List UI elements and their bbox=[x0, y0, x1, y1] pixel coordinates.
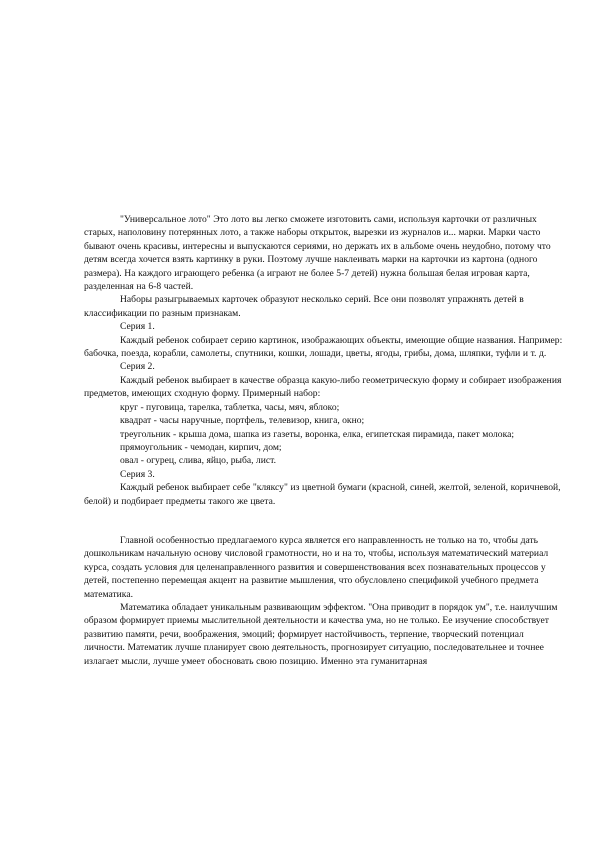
series-2-text: Каждый ребенок выбирает в качестве образца какую-либо геометрическую форму и собирает изображения предметов, имеющих сходную форму. Примерный набор: bbox=[84, 374, 562, 400]
section-gap bbox=[84, 508, 564, 534]
lotto-intro-paragraph: "Универсальное лото" Это лото вы легко сможете изготовить сами, используя карточки от различных старых, наполовину потерянных лото, а также наборы открыток, вырезки из журналов и... марки. Марки часто бывают очень красивы, интересны и выпускаются сериями, но держать их в альбоме очень неудобно, потому что детям всегда хочется взять картинку в руки. Поэтому лучше наклеивать марки на карточки из картона (одного размера). На каждого играющего ребенка (а играют не более 5-7 детей) нужна большая белая игровая карта, разделенная на 6-8 частей. bbox=[84, 214, 551, 293]
series-2-item-rectangle: прямоугольник - чемодан, кирпич, дом; bbox=[120, 441, 282, 453]
series-1-title: Серия 1. bbox=[120, 321, 155, 333]
math-effect-paragraph: Математика обладает уникальным развивающим эффектом. "Она приводит в порядок ум", т.е. наилучшим образом формирует приемы мыслительной деятельности и качества ума, но не только. Ее изучение способствует развитию памяти, речи, воображения, эмоций; формирует настойчивость, терпение, творческий потенциал личности. Математик лучше планирует свою деятельность, прогнозирует ситуацию, последовательнее и точнее излагает мысли, лучше умеет обосновать свою позицию. Именно эта гуманитарная bbox=[84, 601, 558, 667]
series-2-item-circle: круг - пуговица, тарелка, таблетка, часы, мяч, яблоко; bbox=[120, 401, 340, 413]
series-1-text: Каждый ребенок собирает серию картинок, изображающих объекты, имеющие общие названия. Например: бабочка, поезда, корабли, самолеты, спутники, кошки, лошади, цветы, ягоды, грибы, дома, шляпки, туфли и т. д. bbox=[84, 334, 563, 360]
series-2-title: Серия 2. bbox=[120, 361, 155, 373]
document-body bbox=[84, 213, 564, 668]
series-2-item-triangle: треугольник - крыша дома, шапка из газеты, воронка, елка, египетская пирамида, пакет молока; bbox=[120, 428, 515, 440]
series-2-item-square: квадрат - часы наручные, портфель, телевизор, книга, окно; bbox=[120, 415, 365, 427]
card-sets-paragraph: Наборы разыгрываемых карточек образуют несколько серий. Все они позволят упражнять детей в классификации по разным признакам. bbox=[84, 294, 524, 319]
course-feature-paragraph: Главной особенностью предлагаемого курса является его направленность не только на то, чтобы дать дошкольникам начальную основу числовой грамотности, но и на то, чтобы, используя математический материал курса, создать условия для целенаправленного развития и совершенствования всех познавательных процессов у детей, постепенно перемещая акцент на развитие мышления, что обусловлено спецификой учебного предмета математика. bbox=[84, 534, 549, 600]
series-2-item-oval: овал - огурец, слива, яйцо, рыба, лист. bbox=[120, 455, 276, 467]
series-3-text: Каждый ребенок выбирает себе "кляксу" из цветной бумаги (красной, синей, желтой, зеленой, коричневой, белой) и подбирает предметы такого же цвета. bbox=[84, 482, 561, 507]
series-3-title: Серия 3. bbox=[120, 468, 155, 480]
